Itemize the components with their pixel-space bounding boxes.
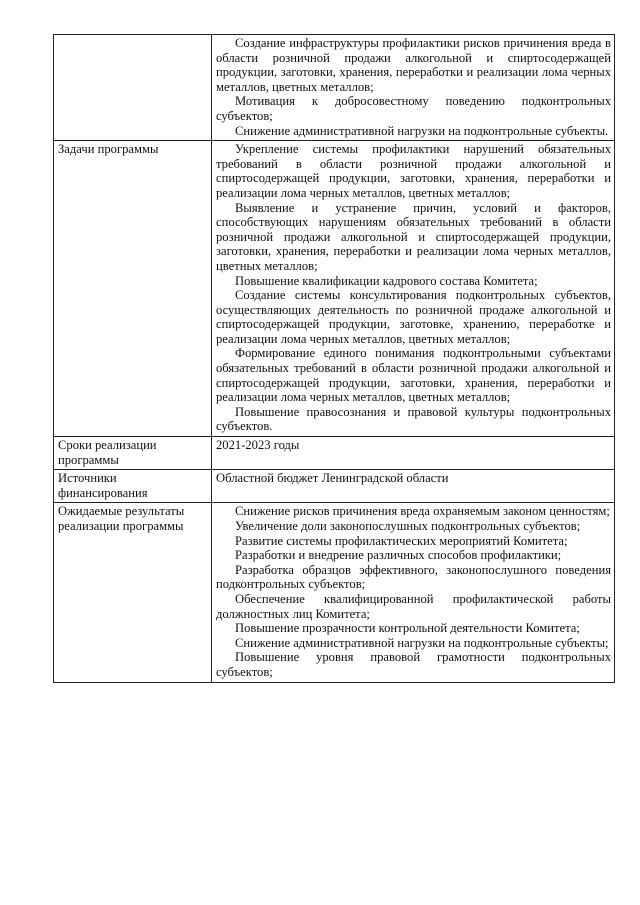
paragraph: Снижение рисков причинения вреда охраняемым законом ценностям; bbox=[235, 504, 610, 519]
paragraph: Формирование единого понимания подконтрольными субъектами обязательных требований в области розничной продажи алкогольной и спиртосодержащей продукции, заготовки, хранения, переработки и реализации лома черных металлов, цветных металлов; bbox=[216, 346, 611, 405]
paragraph: Разработка образцов эффективного, законопослушного поведения подконтрольных субъектов; bbox=[216, 562, 611, 592]
paragraph: Мотивация к добросовестному поведению подконтрольных субъектов; bbox=[216, 94, 611, 123]
row-label: Сроки реализации программы bbox=[54, 437, 212, 470]
paragraph: Выявление и устранение причин, условий и факторов, способствующих нарушениям обязательных требований в области розничной продажи алкогольной и спиртосодержащей продукции, заготовки, хранения, переработки и реализации лома черных металлов, цветных металлов; bbox=[216, 200, 611, 273]
row-label: Источники финансирования bbox=[54, 470, 212, 503]
table-row-goals bbox=[54, 35, 615, 141]
table-row-funding bbox=[54, 470, 615, 503]
paragraph: Обеспечение квалифицированной профилактической работы должностных лиц Комитета; bbox=[216, 591, 611, 621]
paragraph: Снижение административной нагрузки на подконтрольные субъекты; bbox=[235, 635, 609, 650]
paragraph: Повышение квалификации кадрового состава Комитета; bbox=[235, 273, 538, 288]
row-content bbox=[212, 437, 615, 470]
row-content bbox=[212, 470, 615, 503]
program-passport-table bbox=[53, 34, 615, 683]
paragraph: Увеличение доли законопослушных подконтрольных субъектов; bbox=[235, 519, 581, 533]
paragraph: Повышение прозрачности контрольной деятельности Комитета; bbox=[235, 621, 580, 636]
row-label: Задачи программы bbox=[54, 141, 212, 437]
paragraph: Укрепление системы профилактики нарушений обязательных требований в области розничной продажи алкогольной и спиртосодержащей продукции, заготовки, хранения, переработки и реализации лома черных металлов, цветных металлов; bbox=[216, 142, 611, 200]
paragraph: Повышение уровня правовой грамотности подконтрольных субъектов; bbox=[216, 650, 611, 679]
paragraph: Разработки и внедрение различных способов профилактики; bbox=[235, 548, 562, 563]
passport-table bbox=[53, 34, 615, 683]
paragraph: Повышение правосознания и правовой культуры подконтрольных субъектов. bbox=[216, 404, 611, 434]
table-row-terms bbox=[54, 437, 615, 470]
row-label bbox=[54, 35, 212, 141]
row-content bbox=[212, 35, 615, 141]
paragraph: 2021-2023 годы bbox=[216, 438, 300, 453]
paragraph: Снижение административной нагрузки на подконтрольные субъекты. bbox=[235, 123, 609, 138]
paragraph: Создание системы консультирования подконтрольных субъектов, осуществляющих деятельность по розничной продаже алкогольной и спиртосодержащей продукции, заготовке, хранению, переработке и реализации лома черных металлов, цветных металлов; bbox=[216, 288, 611, 346]
table-row-tasks bbox=[54, 141, 615, 437]
table-row-results bbox=[54, 503, 615, 682]
paragraph: Создание инфраструктуры профилактики рисков причинения вреда в области розничной продажи алкогольной и спиртосодержащей продукции, заготовки, хранения, переработки и реализации лома черных металлов, цветных металлов; bbox=[216, 36, 611, 94]
row-content bbox=[212, 141, 615, 437]
paragraph: Развитие системы профилактических мероприятий Комитета; bbox=[235, 533, 568, 548]
paragraph: Областной бюджет Ленинградской области bbox=[216, 471, 449, 486]
row-label: Ожидаемые результаты реализации программы bbox=[54, 503, 212, 682]
row-content bbox=[212, 503, 615, 682]
